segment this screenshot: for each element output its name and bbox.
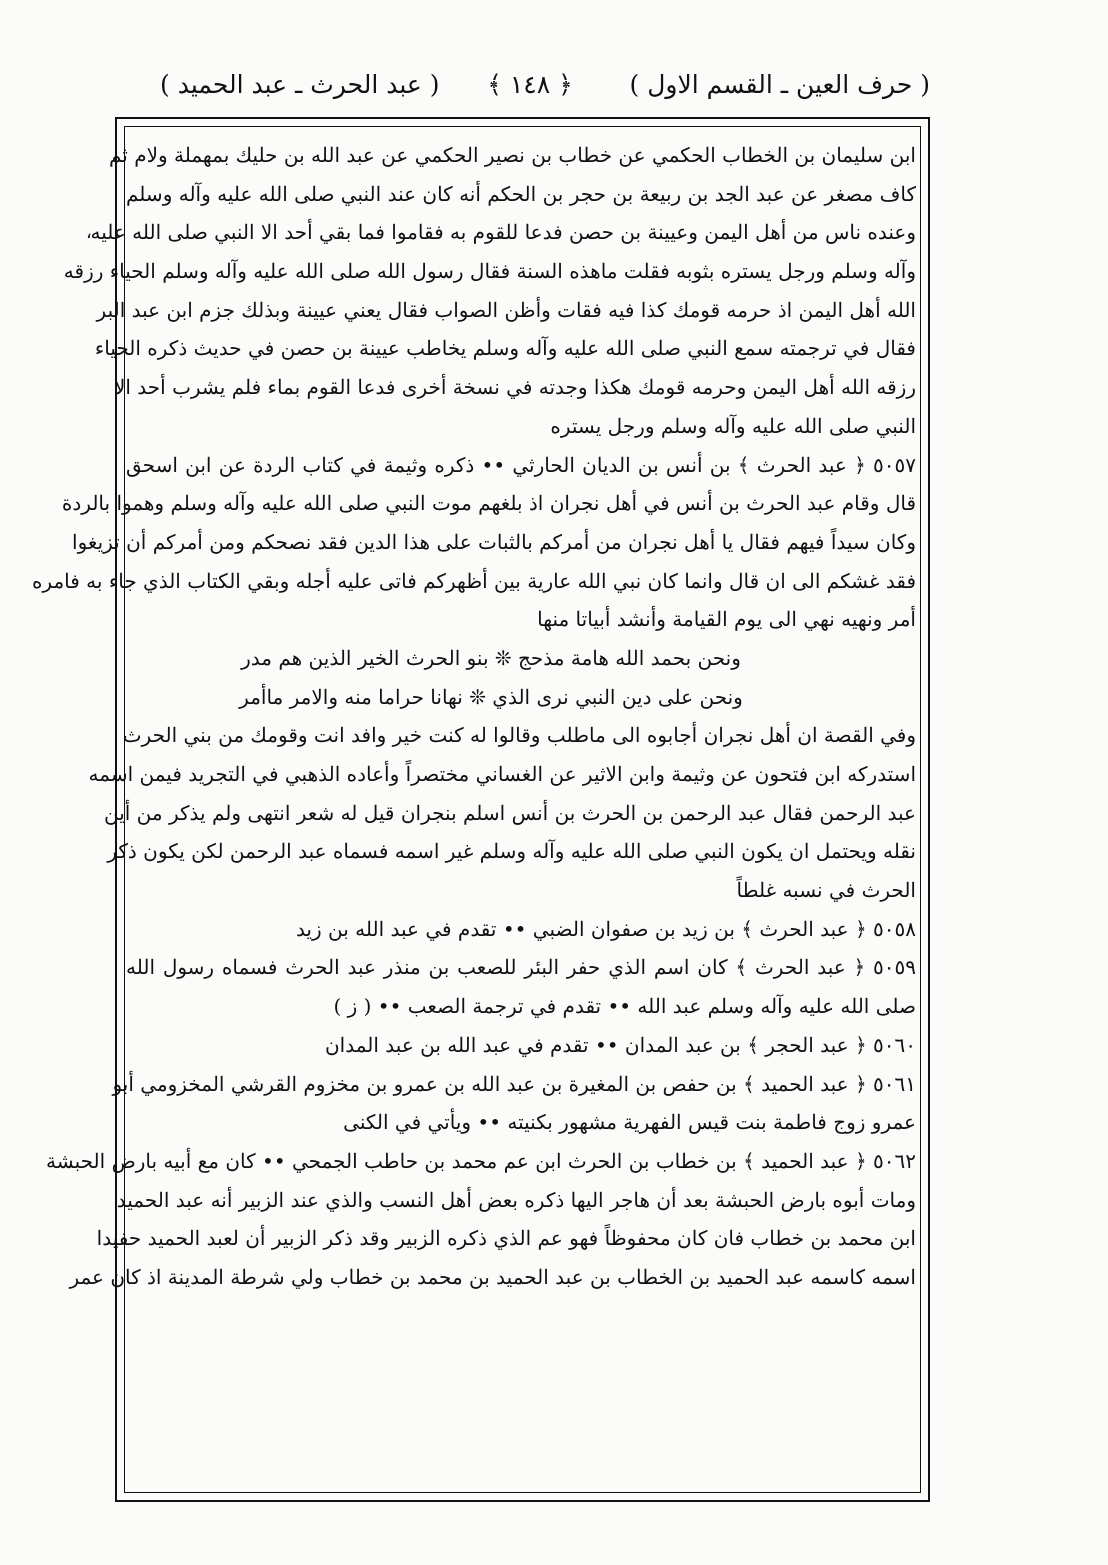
body-text [31,136,916,1297]
text-line: قال وقام عبد الحرث بن أنس في أهل نجران اذ بلغهم موت النبي صلى الله عليه وآله وسلم وهموا بالردة [61,491,916,516]
entry-5058: ٥٠٥٨ ﴿ عبد الحرث ﴾ بن زيد بن صفوان الضبي •• تقدم في عبد الله بن زيد [295,916,916,941]
text-line: كاف مصغر عن عبد الجد بن ربيعة بن حجر بن الحكم أنه كان عند النبي صلى الله عليه وآله وسلم [126,181,916,206]
text-line: استدركه ابن فتحون عن وثيمة وابن الاثير عن الغساني مختصراً وأعاده الذهبي في التجريد فيمن اسمه [88,762,916,786]
poem-verse: ونحن على دين النبي نرى الذي ❊ نهانا حراما منه والامر ماأمر [239,684,743,709]
text-line: رزقه الله أهل اليمن وحرمه قومك هكذا وجدته في نسخة أخرى فدعا القوم بماء فلم يشرب أحد الا [113,375,916,400]
text-line: ومات أبوه بارض الحبشة بعد أن هاجر اليها ذكره بعض أهل النسب والذي عند الزبير أنه عبد الحميد [116,1187,916,1212]
header-entry-range: ( عبد الحرث ـ عبد الحميد ) [160,70,440,99]
entry-5061: ٥٠٦١ ﴿ عبد الحميد ﴾ بن حفص بن المغيرة بن عبد الله بن عمرو بن مخزوم القرشي المخزومي أبو [112,1071,916,1096]
text-line: صلى الله عليه وآله وسلم عبد الله •• تقدم في ترجمة الصعب •• ( ز ) [333,994,916,1019]
entry-5062: ٥٠٦٢ ﴿ عبد الحميد ﴾ بن خطاب بن الحرث ابن عم محمد بن حاطب الجمحي •• كان مع أبيه بارض الحبشة [46,1148,916,1173]
text-line: النبي صلى الله عليه وآله وسلم ورجل يستره [550,413,916,438]
text-line: وكان سيداً فيهم فقال يا أهل نجران من أمركم بالثبات على هذا الدين فقد نصحكم ومن أمركم أن تزيغوا [72,529,916,554]
text-line: أمر ونهيه نهي الى يوم القيامة وأنشد أبياتا منها [537,607,916,632]
text-line: نقله ويحتمل ان يكون النبي صلى الله عليه وآله وسلم غير اسمه فسماه عبد الرحمن لكن يكون ذكر [107,839,916,864]
text-line: الله أهل اليمن اذ حرمه قومك كذا فيه فقات وأظن الصواب فقال يعني عيينة وبذلك جزم ابن عبد البر [96,297,916,322]
page-header [130,62,930,112]
entry-5060: ٥٠٦٠ ﴿ عبد الحجر ﴾ بن عبد المدان •• تقدم في عبد الله بن عبد المدان [324,1032,916,1057]
text-line: ابن محمد بن خطاب فان كان محفوظاً فهو عم الذي ذكره الزبير وقد ذكر الزبير أن لعبد الحميد حفيدا [96,1226,916,1251]
page-number: ﴿ ١٤٨ ﴾ [487,70,573,99]
text-line: عمرو زوج فاطمة بنت قيس الفهرية مشهور بكنيته •• ويأتي في الكنى [343,1110,916,1135]
text-line: وآله وسلم ورجل يستره بثوبه فقلت ماهذه السنة فقال رسول الله صلى الله عليه وآله وسلم الحياء رزقه [63,259,916,284]
margin-mark: ، [86,222,92,243]
text-line: وفي القصة ان أهل نجران أجابوه الى ماطلب وقالوا له كنت خير وافد انت وقومك من بني الحرث [122,723,916,748]
poem-verse: ونحن بحمد الله هامة مذحج ❊ بنو الحرث الخير الذين هم مدر [241,645,741,670]
text-line: اسمه كاسمه عبد الحميد بن الخطاب بن عبد الحميد بن محمد بن خطاب ولي شرطة المدينة اذ كان عمر [69,1264,916,1289]
header-section-title: ( حرف العين ـ القسم الاول ) [629,70,930,99]
entry-5057: ٥٠٥٧ ﴿ عبد الحرث ﴾ بن أنس بن الديان الحارثي •• ذكره وثيمة في كتاب الردة عن ابن اسحق [126,452,916,477]
text-line: ابن سليمان بن الخطاب الحكمي عن خطاب بن نصير الحكمي عن عبد الله بن حليك بمهملة ولام ثم [108,143,916,167]
entry-5059: ٥٠٥٩ ﴿ عبد الحرث ﴾ كان اسم الذي حفر البئر للصعب بن منذر عبد الحرث فسماه رسول الله [126,955,916,980]
text-line: فقال في ترجمته سمع النبي صلى الله عليه وآله وسلم يخاطب عيينة بن حصن في حديث ذكره الحياء [94,336,916,361]
text-line: فقد غشكم الى ان قال وانما كان نبي الله عارية بين أظهركم فاتى عليه أجله وبقي الكتاب الذي جاء به فامره [31,568,916,593]
text-line: وعنده ناس من أهل اليمن وعيينة بن حصن فدعا للقوم به فقاموا فما بقي أحد الا النبي صلى الله عليه [90,220,916,245]
text-line: الحرث في نسبه غلطاً [736,878,916,903]
text-line: عبد الرحمن فقال عبد الرحمن بن الحرث بن أنس اسلم بنجران قيل له شعر انتهى ولم يذكر من أين [103,800,916,825]
